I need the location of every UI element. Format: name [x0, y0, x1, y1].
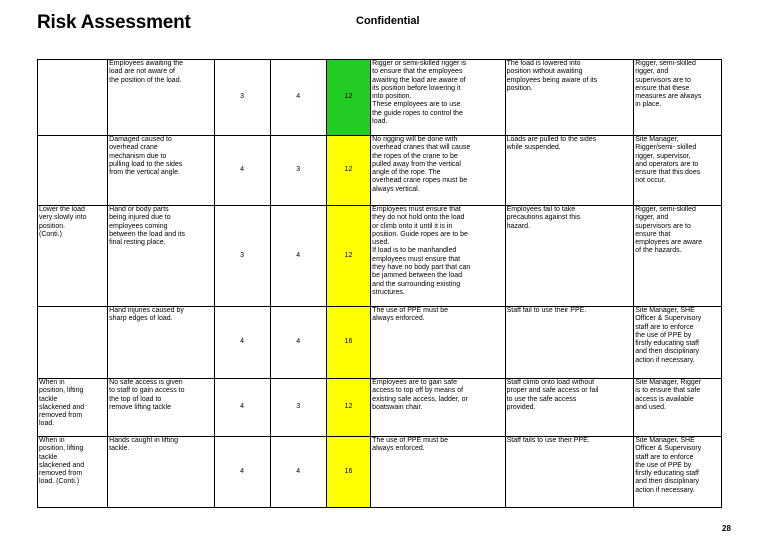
- table-row: [38, 206, 722, 307]
- risk-rating-cell: [326, 379, 370, 437]
- activity-cell: [38, 60, 108, 136]
- activity-cell: [38, 307, 108, 379]
- failure-cell-text: Loads are pulled to the sides while suspended.: [506, 136, 597, 152]
- hazard-cell: [108, 307, 214, 379]
- control-measure-cell: [371, 437, 505, 508]
- hazard-cell: [108, 206, 214, 307]
- control-measure-cell: [371, 60, 505, 136]
- severity-cell: [270, 60, 326, 136]
- table-row: [38, 60, 722, 136]
- responsible-cell: [634, 136, 722, 206]
- control-measure-cell-text: Rigger or semi-skilled rigger is to ensure that the employees awaiting the load are aware of its position before lowering it into position. These employees are to use the guide ropes to control the load.: [372, 60, 467, 126]
- confidential-label: Confidential: [356, 15, 420, 27]
- severity-cell: [270, 206, 326, 307]
- responsible-cell-text: Rigger, semi-skilled rigger, and supervisors are to ensure that employees are aware of the hazards.: [635, 206, 703, 255]
- activity-cell: [38, 379, 108, 437]
- risk-rating-cell-text: 16: [344, 467, 353, 475]
- control-measure-cell-text: Employees are to gain safe access to top off by means of existing safe access, ladder, or boatswain chair.: [372, 379, 468, 411]
- table-row: [38, 136, 722, 206]
- responsible-cell-text: Site Manager, SHE Officer & Supervisory staff are to enforce the use of PPE by firstly educating staff and then disciplinary action if necessary.: [635, 437, 702, 494]
- severity-cell: [270, 437, 326, 508]
- failure-cell: [505, 379, 634, 437]
- failure-cell-text: Staff climb onto load without proper and safe access or fail to use the safe access provided.: [506, 379, 599, 411]
- activity-cell: [38, 136, 108, 206]
- likelihood-cell: [214, 307, 270, 379]
- risk-rating-cell: [326, 437, 370, 508]
- likelihood-cell-text: 4: [240, 338, 245, 346]
- control-measure-cell: [371, 307, 505, 379]
- control-measure-cell-text: No rigging will be done with overhead cranes that will cause the ropes of the crane to be pulled away from the vertical angle of the rope. The overhead crane ropes must be always vertical.: [372, 136, 471, 193]
- likelihood-cell: [214, 379, 270, 437]
- hazard-cell-text: Employees awaiting the load are not aware of the position of the load.: [109, 60, 184, 84]
- activity-cell: [38, 437, 108, 508]
- hazard-cell: [108, 136, 214, 206]
- failure-cell-text: The load is lowered into position without awaiting employees being aware of its position.: [506, 60, 598, 92]
- severity-cell-text: 4: [296, 251, 301, 259]
- risk-rating-cell: [326, 206, 370, 307]
- responsible-cell-text: Site Manager, Rigger/semi- skilled rigger, supervisor, and operators are to ensure that this does not occur.: [635, 136, 701, 185]
- document-title: Risk Assessment: [37, 12, 191, 33]
- activity-cell-text: When in position, lifting tackle slackened and removed from load.: [39, 379, 85, 428]
- failure-cell: [505, 307, 634, 379]
- failure-cell: [505, 437, 634, 508]
- risk-rating-cell-text: 12: [344, 166, 353, 174]
- activity-cell-text: When in position, lifting tackle slackened and removed from load. (Conti.): [39, 437, 85, 486]
- risk-rating-cell: [326, 136, 370, 206]
- table-row: [38, 379, 722, 437]
- table-row: [38, 307, 722, 379]
- likelihood-cell: [214, 206, 270, 307]
- likelihood-cell: [214, 136, 270, 206]
- responsible-cell: [634, 437, 722, 508]
- failure-cell-text: Employees fail to take precautions against this hazard.: [506, 206, 581, 230]
- control-measure-cell-text: The use of PPE must be always enforced.: [372, 307, 449, 323]
- hazard-cell: [108, 60, 214, 136]
- hazard-cell-text: Hand or body parts being injured due to employees coming between the load and its final resting place.: [109, 206, 186, 247]
- risk-rating-cell-text: 12: [344, 251, 353, 259]
- failure-cell: [505, 136, 634, 206]
- responsible-cell-text: Rigger, semi-skilled rigger, and supervisors are to ensure that these measures are always in place.: [635, 60, 702, 109]
- responsible-cell-text: Site Manager, Rigger is to ensure that safe access is available and used.: [635, 379, 701, 411]
- severity-cell: [270, 307, 326, 379]
- control-measure-cell: [371, 206, 505, 307]
- responsible-cell: [634, 379, 722, 437]
- responsible-cell: [634, 206, 722, 307]
- failure-cell-text: Staff fails to use their PPE.: [506, 437, 590, 444]
- likelihood-cell-text: 4: [240, 467, 245, 475]
- hazard-cell-text: No safe access is given to staff to gain access to the top of load to remove lifting tackle: [109, 379, 185, 411]
- severity-cell-text: 3: [296, 403, 301, 411]
- responsible-cell: [634, 307, 722, 379]
- severity-cell-text: 4: [296, 467, 301, 475]
- responsible-cell-text: Site Manager, SHE Officer & Supervisory staff are to enforce the use of PPE by firstly educating staff and then disciplinary action if necessary.: [635, 307, 702, 364]
- risk-rating-cell-text: 12: [344, 403, 353, 411]
- failure-cell-text: Staff fail to use their PPE.: [506, 307, 587, 314]
- control-measure-cell-text: The use of PPE must be always enforced.: [372, 437, 449, 453]
- likelihood-cell: [214, 437, 270, 508]
- likelihood-cell: [214, 60, 270, 136]
- severity-cell: [270, 379, 326, 437]
- risk-rating-cell-text: 12: [344, 93, 353, 101]
- table-row: [38, 437, 722, 508]
- control-measure-cell: [371, 379, 505, 437]
- page-number: 28: [722, 524, 731, 533]
- hazard-cell-text: Hand injuries caused by sharp edges of load.: [109, 307, 184, 323]
- severity-cell: [270, 136, 326, 206]
- risk-rating-cell: [326, 60, 370, 136]
- risk-rating-cell-text: 16: [344, 338, 353, 346]
- likelihood-cell-text: 3: [240, 93, 245, 101]
- severity-cell-text: 3: [296, 166, 301, 174]
- activity-cell-text: Lower the load very slowly into position. (Conti.): [39, 206, 87, 238]
- risk-rating-cell: [326, 307, 370, 379]
- severity-cell-text: 4: [296, 93, 301, 101]
- hazard-cell-text: Damaged caused to overhead crane mechanism due to pulling load to the sides from the vertical angle.: [109, 136, 183, 177]
- likelihood-cell-text: 4: [240, 166, 245, 174]
- hazard-cell: [108, 379, 214, 437]
- hazard-cell-text: Hands caught in lifting tackle.: [109, 437, 179, 453]
- likelihood-cell-text: 3: [240, 251, 245, 259]
- severity-cell-text: 4: [296, 338, 301, 346]
- failure-cell: [505, 206, 634, 307]
- failure-cell: [505, 60, 634, 136]
- control-measure-cell-text: Employees must ensure that they do not hold onto the load or climb onto it until it is in position. Guide ropes are to be used. If load is to be manhandled employees must ensure that they have no body part that can be jammed between the load and the surrounding existing structures.: [372, 206, 471, 296]
- activity-cell: [38, 206, 108, 307]
- control-measure-cell: [371, 136, 505, 206]
- risk-table: [37, 59, 722, 508]
- hazard-cell: [108, 437, 214, 508]
- likelihood-cell-text: 4: [240, 403, 245, 411]
- responsible-cell: [634, 60, 722, 136]
